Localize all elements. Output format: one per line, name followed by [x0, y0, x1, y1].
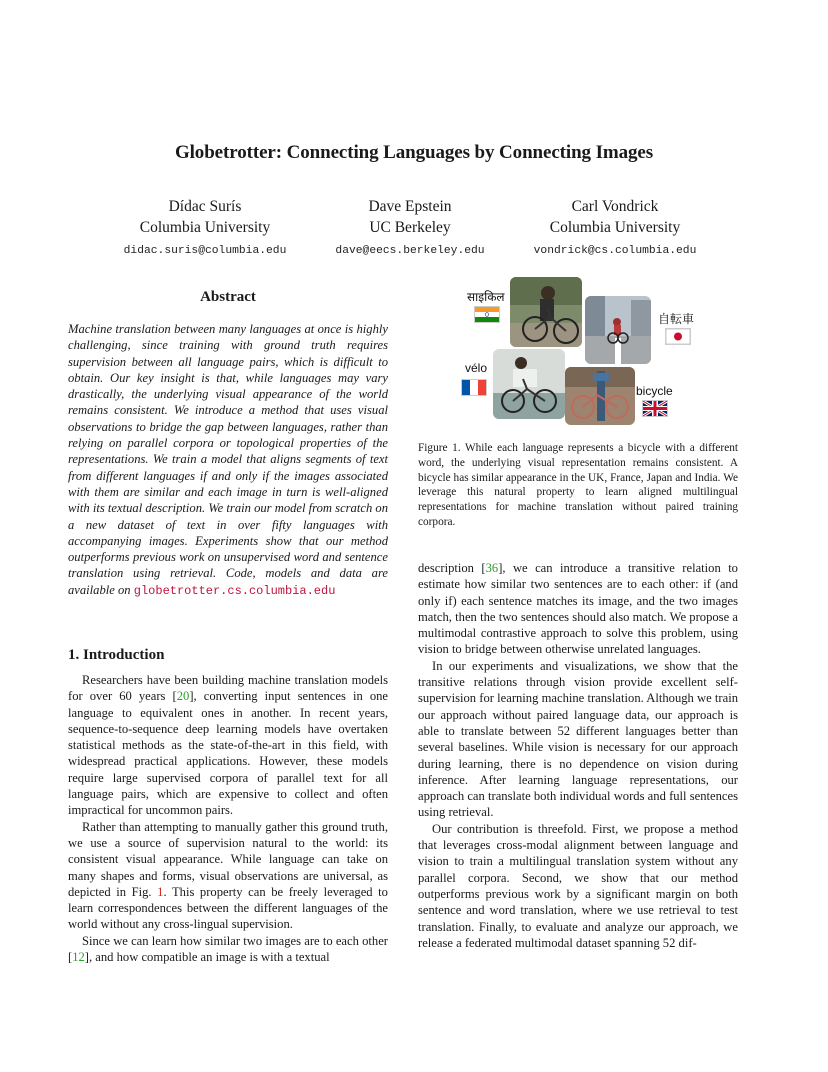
author-name: Dave Epstein	[368, 198, 452, 215]
paragraph-text: Rather than attempting to manually gather this ground truth, we use a source of supervision natural to the world: its consistent visual appearance. While language can take on many shapes and forms, visual observations are universal, as depicted in Fig.	[68, 819, 388, 899]
right-column-body	[418, 560, 738, 951]
section-heading-introduction: 1. Introduction	[68, 647, 165, 663]
abstract-body	[68, 321, 388, 599]
introduction-body	[68, 672, 388, 965]
bicycle-photo-icon	[585, 296, 651, 364]
figure-1	[455, 277, 705, 422]
paragraph-text: Researchers have been building machine translation models for over 60 years [	[68, 673, 388, 704]
author-block	[305, 196, 515, 262]
citation-link[interactable]: 36	[485, 561, 499, 575]
author-name: Dídac Surís	[168, 198, 242, 215]
flag-india-icon	[475, 307, 499, 322]
flag-japan-icon	[666, 329, 690, 344]
project-url-link[interactable]: globetrotter.cs.columbia.edu	[133, 583, 336, 598]
flag-uk-icon	[643, 401, 667, 416]
label-english: bicycle	[636, 384, 673, 398]
abstract-text: Machine translation between many languages at once is highly challenging, since training with ground truth requires supervision between all language pairs, which is difficult to obtain. Our key insight is that, while languages may vary drastically, the underlying visual appearance of the world remains consistent. We introduce a method that uses visual observations to bridge the gap between languages, rather than relying on parallel corpora or topological properties of the representations. We train a model that aligns segments of text from different languages if and only if the images associated with them are similar and each image in turn is well-aligned with its textual description. We train our model from scratch on a new dataset of text in over fifty languages with accompanying images. Experiments show that our method outperforms previous work on unsupervised word and sentence translation using retrieval. Code, models and data are available on	[68, 322, 388, 597]
bicycle-photo-icon	[510, 277, 582, 347]
abstract-heading: Abstract	[200, 289, 256, 305]
figure-reference-link[interactable]: 1	[157, 884, 164, 899]
photo-bicycle-uk	[565, 367, 635, 425]
bicycle-photo-icon	[493, 349, 565, 419]
author-affiliation: Columbia University	[549, 219, 681, 236]
label-japanese: 自転車	[658, 312, 695, 326]
citation-link[interactable]: 20	[176, 689, 190, 704]
label-hindi: साइकिल	[467, 290, 505, 304]
author-affiliation: UC Berkeley	[369, 219, 451, 236]
paragraph: In our experiments and visualizations, we show that the transitive relations through vision provide excellent self-supervision for learning machine translation. Although we train our approach without paired language data, our approach is able to translate between 52 different languages better than several baselines. While vision is necessary for our approach during learning, there is no dependence on vision during inference. After learning language representations, our approach can translate both individual words and full sentences using retrieval.	[418, 658, 738, 820]
author-name: Carl Vondrick	[571, 198, 659, 215]
flag-france-icon	[462, 380, 486, 395]
paragraph-text: ], and how compatible an image is with a textual	[84, 950, 330, 965]
paragraph-text: Since we can learn how similar two images are to each other [	[68, 933, 388, 965]
photo-cyclist-india	[510, 277, 582, 347]
paragraph-text: ], we can introduce a transitive relation to estimate how similar two sentences are to each other: if (and only if) each sentence matches its image, and the two images match, then the two sentences should also match. We propose a multimodal contrastive approach to solve this problem, using vision to bridge between otherwise unrelated languages.	[418, 561, 738, 657]
label-french: vélo	[465, 361, 488, 375]
paragraph	[68, 672, 388, 819]
paragraph	[68, 933, 388, 966]
author-email[interactable]: vondrick@cs.columbia.edu	[533, 245, 697, 257]
photo-cyclist-japan	[585, 296, 651, 364]
author-block	[95, 196, 315, 262]
bicycle-photo-icon	[565, 367, 635, 425]
author-affiliation: Columbia University	[139, 219, 271, 236]
paragraph	[68, 819, 388, 933]
author-block	[505, 196, 725, 262]
paragraph-text: . This property can be freely leveraged to learn correspondences between the different languages of the world without any cross-lingual supervision.	[68, 884, 388, 932]
paragraph-text: ], converting input sentences in one language to equivalent ones in another. In recent years, sequence-to-sequence deep learning models have overtaken statistical methods as the state-of-the-art in this field, with widespread practical applications. However, these models require large supervised corpora of parallel text for all language pairs, which are expensive to collect and often impractical for uncommon pairs.	[68, 689, 389, 818]
photo-cyclist-france	[493, 349, 565, 419]
paragraph-text: description [	[418, 561, 486, 575]
citation-link[interactable]: 12	[72, 950, 85, 965]
paragraph: Our contribution is threefold. First, we propose a method that leverages cross-modal alignment between language and vision to train a multilingual translation system without any parallel corpora. Second, we show that our method outperforms previous work by a significant margin on both sentence and word translation, where we use retrieval to test translation. Finally, to evaluate and analyze our approach, we release a federated multimodal dataset spanning 52 dif-	[418, 821, 738, 950]
author-email[interactable]: didac.suris@columbia.edu	[123, 245, 287, 257]
author-email[interactable]: dave@eecs.berkeley.edu	[335, 245, 485, 257]
paragraph	[418, 560, 738, 658]
figure-caption: Figure 1. While each language represents a bicycle with a different word, the underlying visual representation remains consistent. A bicycle has similar appearance in the UK, France, Japan and India. We leverage this natural property to learn aligned multilingual representations for machine translation without paired training corpora.	[418, 442, 738, 528]
paper-title: Globetrotter: Connecting Languages by Connecting Images	[174, 142, 654, 163]
